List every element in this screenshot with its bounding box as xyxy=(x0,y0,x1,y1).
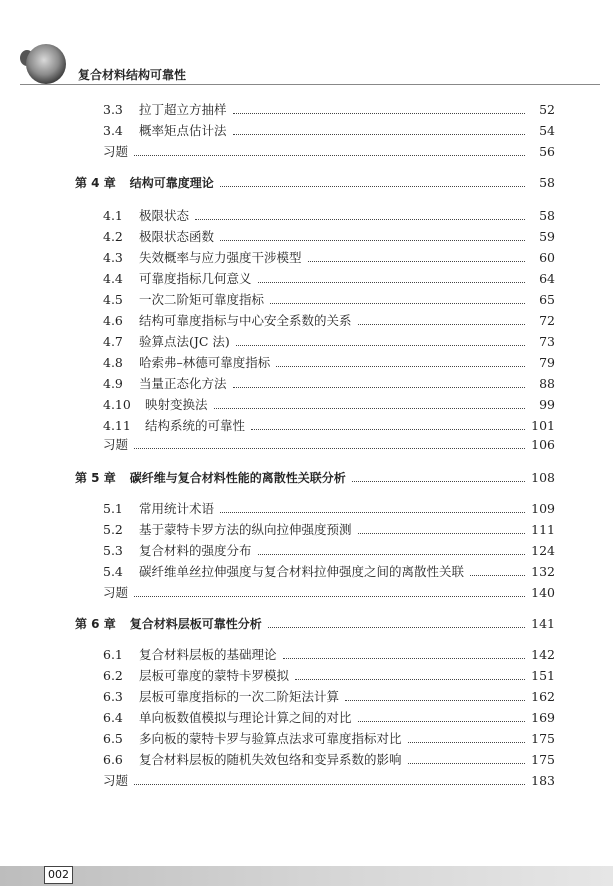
toc-title: 习题 xyxy=(103,437,129,452)
toc-section[interactable] xyxy=(103,645,555,663)
toc-page-number: 111 xyxy=(531,521,555,537)
toc-section[interactable] xyxy=(103,311,555,329)
toc-leader-dots xyxy=(220,512,525,513)
toc-number: 4.11 xyxy=(103,417,131,433)
toc-section[interactable] xyxy=(103,416,555,434)
toc-leader-dots xyxy=(251,429,525,430)
toc-section[interactable] xyxy=(103,121,555,139)
toc-leader-dots xyxy=(358,533,525,534)
toc-page-number: 58 xyxy=(539,174,555,190)
toc-number: 4.8 xyxy=(103,354,123,370)
toc-number: 4.7 xyxy=(103,333,123,349)
toc-section[interactable] xyxy=(103,708,555,726)
toc-section[interactable] xyxy=(103,248,555,266)
toc-number: 4.9 xyxy=(103,375,123,391)
toc-page-number: 183 xyxy=(531,772,555,788)
toc-title: 层板可靠度的蒙特卡罗模拟 xyxy=(139,668,290,683)
toc-title: 结构系统的可靠性 xyxy=(145,418,246,433)
toc-leader-dots xyxy=(134,596,525,597)
toc-page-number: 124 xyxy=(531,542,555,558)
toc-title: 概率矩点估计法 xyxy=(139,123,227,138)
toc-title: 验算点法(JC 法) xyxy=(139,334,230,349)
toc-page-number: 52 xyxy=(539,101,555,117)
toc-leader-dots xyxy=(268,627,525,628)
toc-chapter[interactable] xyxy=(75,173,555,191)
toc-title: 一次二阶矩可靠度指标 xyxy=(139,292,265,307)
toc-section[interactable] xyxy=(103,562,555,580)
toc-section[interactable] xyxy=(103,687,555,705)
toc-leader-dots xyxy=(358,324,525,325)
toc-leader-dots xyxy=(236,345,525,346)
toc-chapter[interactable] xyxy=(75,468,555,486)
toc-number: 4.6 xyxy=(103,312,123,328)
toc-page-number: 58 xyxy=(539,207,555,223)
toc-title: 哈索弗–林德可靠度指标 xyxy=(139,355,271,370)
toc-number: 3.4 xyxy=(103,122,123,138)
toc-number: 5.2 xyxy=(103,521,123,537)
toc-leader-dots xyxy=(276,366,525,367)
toc-title: 复合材料层板的基础理论 xyxy=(139,647,277,662)
toc-leader-dots xyxy=(308,261,525,262)
toc-title: 常用统计术语 xyxy=(139,501,215,516)
toc-section[interactable] xyxy=(103,332,555,350)
toc-section[interactable] xyxy=(103,541,555,559)
toc-title: 单向板数值模拟与理论计算之间的对比 xyxy=(139,710,352,725)
toc-leader-dots xyxy=(220,240,525,241)
toc-page-number: 151 xyxy=(531,667,555,683)
toc-page-number: 101 xyxy=(531,417,555,433)
page-number: 002 xyxy=(44,866,73,884)
toc-page-number: 59 xyxy=(539,228,555,244)
toc-number: 4.3 xyxy=(103,249,123,265)
toc-title: 复合材料层板可靠性分析 xyxy=(129,616,262,631)
toc-leader-dots xyxy=(233,113,525,114)
toc-section[interactable] xyxy=(103,729,555,747)
toc-section[interactable] xyxy=(103,227,555,245)
book-logo-icon xyxy=(26,44,66,84)
toc-section[interactable] xyxy=(103,750,555,768)
toc-page-number: 162 xyxy=(531,688,555,704)
toc-number: 3.3 xyxy=(103,101,123,117)
toc-page-number: 88 xyxy=(539,375,555,391)
toc-title: 习题 xyxy=(103,773,129,788)
toc-page-number: 64 xyxy=(539,270,555,286)
toc-number: 5.1 xyxy=(103,500,123,516)
toc-number: 6.1 xyxy=(103,646,123,662)
toc-title: 碳纤维与复合材料性能的离散性关联分析 xyxy=(129,470,346,485)
toc-leader-dots xyxy=(134,448,525,449)
toc-number: 第 5 章 xyxy=(75,470,116,485)
toc-page-number: 140 xyxy=(531,584,555,600)
toc-chapter[interactable] xyxy=(75,614,555,632)
toc-leader-dots xyxy=(134,784,525,785)
toc-exercises[interactable] xyxy=(103,435,555,453)
toc-title: 拉丁超立方抽样 xyxy=(139,102,227,117)
toc-section[interactable] xyxy=(103,374,555,392)
footer-bar xyxy=(0,866,613,886)
toc-page-number: 175 xyxy=(531,751,555,767)
toc-page-number: 132 xyxy=(531,563,555,579)
toc-title: 当量正态化方法 xyxy=(139,376,227,391)
toc-number: 第 6 章 xyxy=(75,616,116,631)
toc-title: 复合材料的强度分布 xyxy=(139,543,252,558)
toc-section[interactable] xyxy=(103,520,555,538)
toc-page-number: 54 xyxy=(539,122,555,138)
toc-title: 层板可靠度指标的一次二阶矩法计算 xyxy=(139,689,340,704)
toc-title: 习题 xyxy=(103,585,129,600)
book-title: 复合材料结构可靠性 xyxy=(78,68,187,82)
toc-number: 4.4 xyxy=(103,270,123,286)
toc-section[interactable] xyxy=(103,499,555,517)
toc-leader-dots xyxy=(408,763,525,764)
toc-title: 习题 xyxy=(103,144,129,159)
toc-leader-dots xyxy=(358,721,525,722)
toc-leader-dots xyxy=(295,679,525,680)
toc-number: 6.4 xyxy=(103,709,123,725)
toc-leader-dots xyxy=(220,186,525,187)
toc-number: 5.4 xyxy=(103,563,123,579)
toc-section[interactable] xyxy=(103,290,555,308)
toc-page-number: 141 xyxy=(531,615,555,631)
toc-page-number: 60 xyxy=(539,249,555,265)
toc-section[interactable] xyxy=(103,666,555,684)
toc-page-number: 99 xyxy=(539,396,555,412)
toc-title: 基于蒙特卡罗方法的纵向拉伸强度预测 xyxy=(139,522,352,537)
toc-page-number: 106 xyxy=(531,436,555,452)
toc-leader-dots xyxy=(134,155,525,156)
toc-title: 结构可靠度指标与中心安全系数的关系 xyxy=(139,313,352,328)
toc-title: 映射变换法 xyxy=(145,397,208,412)
toc-leader-dots xyxy=(270,303,525,304)
toc-leader-dots xyxy=(195,219,525,220)
toc-page-number: 72 xyxy=(539,312,555,328)
toc-number: 6.3 xyxy=(103,688,123,704)
toc-title: 多向板的蒙特卡罗与验算点法求可靠度指标对比 xyxy=(139,731,402,746)
toc-number: 6.6 xyxy=(103,751,123,767)
toc-section[interactable] xyxy=(103,395,555,413)
toc-number: 第 4 章 xyxy=(75,175,116,190)
toc-number: 4.5 xyxy=(103,291,123,307)
toc-page-number: 169 xyxy=(531,709,555,725)
header-rule xyxy=(20,84,600,85)
toc-page-number: 142 xyxy=(531,646,555,662)
toc-page-number: 108 xyxy=(531,469,555,485)
toc-leader-dots xyxy=(214,408,525,409)
toc-number: 4.10 xyxy=(103,396,131,412)
toc-title: 极限状态 xyxy=(139,208,190,223)
toc-page-number: 56 xyxy=(539,143,555,159)
toc-section[interactable] xyxy=(103,269,555,287)
toc-exercises[interactable] xyxy=(103,771,555,789)
toc-section[interactable] xyxy=(103,100,555,118)
toc-title: 极限状态函数 xyxy=(139,229,215,244)
toc-section[interactable] xyxy=(103,206,555,224)
toc-page-number: 73 xyxy=(539,333,555,349)
toc-page-number: 109 xyxy=(531,500,555,516)
toc-number: 4.2 xyxy=(103,228,123,244)
toc-leader-dots xyxy=(233,387,525,388)
toc-title: 可靠度指标几何意义 xyxy=(139,271,252,286)
toc-number: 6.5 xyxy=(103,730,123,746)
toc-title: 复合材料层板的随机失效包络和变异系数的影响 xyxy=(139,752,402,767)
toc-page-number: 175 xyxy=(531,730,555,746)
toc-number: 6.2 xyxy=(103,667,123,683)
toc-leader-dots xyxy=(283,658,525,659)
toc-leader-dots xyxy=(408,742,525,743)
toc-leader-dots xyxy=(345,700,525,701)
toc-number: 5.3 xyxy=(103,542,123,558)
toc-number: 4.1 xyxy=(103,207,123,223)
toc-leader-dots xyxy=(470,575,525,576)
toc-exercises[interactable] xyxy=(103,142,555,160)
toc-page-number: 79 xyxy=(539,354,555,370)
toc-leader-dots xyxy=(352,481,525,482)
page-header xyxy=(0,0,613,95)
toc-title: 结构可靠度理论 xyxy=(129,175,214,190)
toc-page-number: 65 xyxy=(539,291,555,307)
toc-section[interactable] xyxy=(103,353,555,371)
toc-leader-dots xyxy=(233,134,525,135)
toc-exercises[interactable] xyxy=(103,583,555,601)
toc-leader-dots xyxy=(258,554,525,555)
toc-title: 碳纤维单丝拉伸强度与复合材料拉伸强度之间的离散性关联 xyxy=(139,564,465,579)
toc-title: 失效概率与应力强度干涉模型 xyxy=(139,250,302,265)
toc-leader-dots xyxy=(258,282,525,283)
